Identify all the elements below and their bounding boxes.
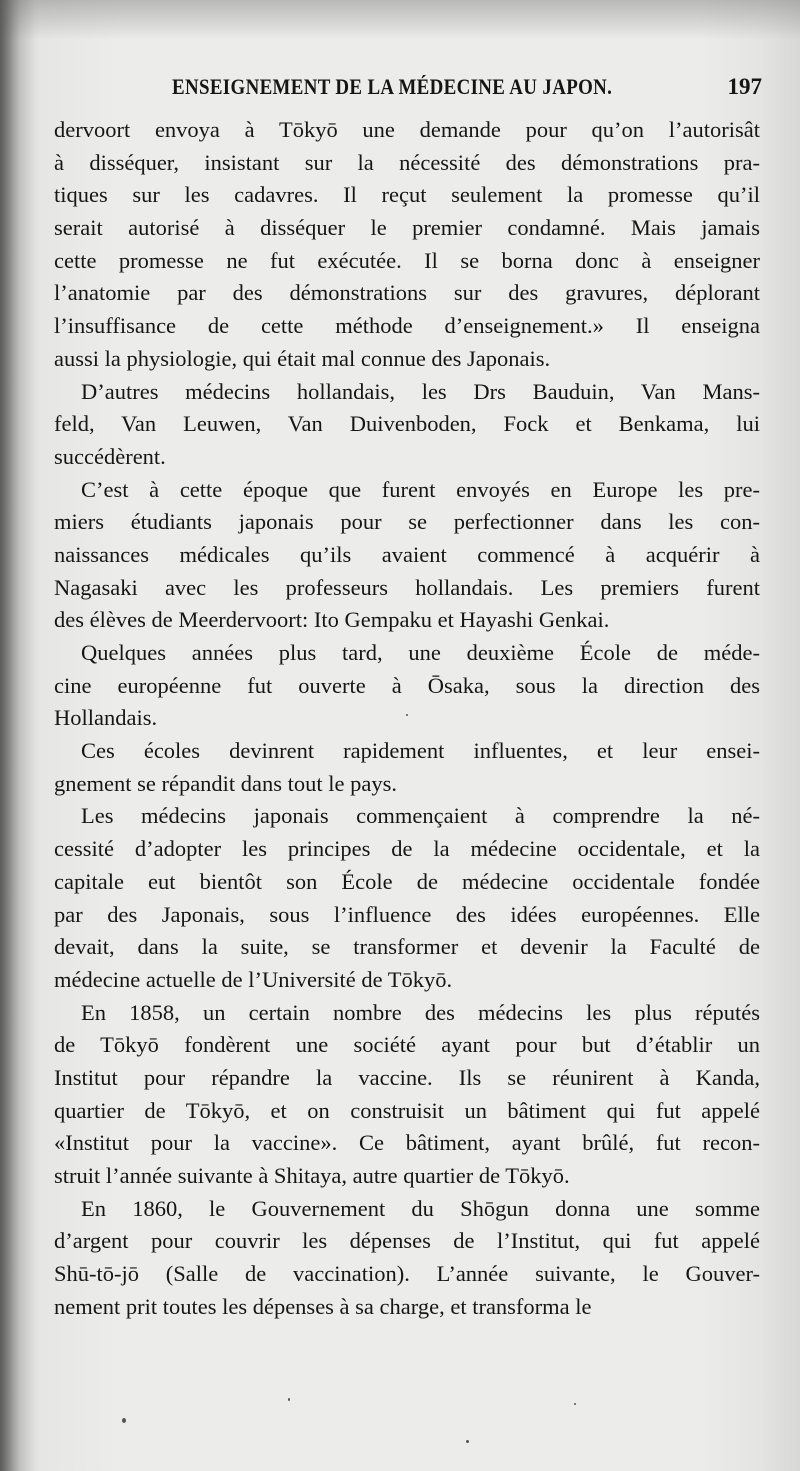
text-line: Shū-tō-jō (Salle de vaccination). L’année suivante, le Gouver- <box>54 1261 760 1287</box>
text-line: En 1860, le Gouvernement du Shōgun donna une somme <box>81 1195 760 1221</box>
running-header <box>172 74 772 108</box>
text-line: l’insuffisance de cette méthode d’enseignement.» Il enseigna <box>54 313 760 339</box>
page-number: 197 <box>727 74 762 99</box>
top-edge-shadow <box>0 0 800 40</box>
paragraph <box>54 800 760 996</box>
text-line: Ces écoles devinrent rapidement influentes, et leur ensei- <box>81 738 760 764</box>
paragraph <box>54 1193 760 1324</box>
text-line: devait, dans la suite, se transformer et devenir la Faculté de <box>54 934 760 960</box>
text-line: Nagasaki avec les professeurs hollandais. Les premiers furent <box>54 574 760 600</box>
text-line: «Institut pour la vaccine». Ce bâtiment, ayant brûlé, fut recon- <box>54 1130 760 1156</box>
text-line: quartier de Tōkyō, et on construisit un bâtiment qui fut appelé <box>54 1097 760 1123</box>
text-line: C’est à cette époque que furent envoyés en Europe les pre- <box>81 476 760 502</box>
text-line: l’anatomie par des démonstrations sur des gravures, déplorant <box>54 280 760 306</box>
text-line: succédèrent. <box>54 443 166 469</box>
body-text <box>54 114 760 1323</box>
paragraph <box>54 735 760 800</box>
text-line: médecine actuelle de l’Université de Tōkyō. <box>54 966 453 992</box>
paragraph <box>54 376 760 474</box>
paragraph <box>54 997 760 1193</box>
text-line: des élèves de Meerdervoort: Ito Gempaku et Hayashi Genkai. <box>54 607 610 633</box>
text-line: D’autres médecins hollandais, les Drs Bauduin, Van Mans- <box>81 378 760 404</box>
text-line: d’argent pour couvrir les dépenses de l’Institut, qui fut appelé <box>54 1228 760 1254</box>
text-line: Hollandais. <box>54 705 158 731</box>
text-line: nement prit toutes les dépenses à sa charge, et transforma le <box>54 1293 592 1319</box>
text-line: miers étudiants japonais pour se perfectionner dans les con- <box>54 509 760 535</box>
text-line: serait autorisé à disséquer le premier condamné. Mais jamais <box>54 215 760 241</box>
text-line: cette promesse ne fut exécutée. Il se borna donc à enseigner <box>54 247 760 273</box>
text-line: aussi la physiologie, qui était mal connue des Japonais. <box>54 345 551 371</box>
text-line: de Tōkyō fondèrent une société ayant pour but d’établir un <box>54 1032 760 1058</box>
text-line: cine européenne fut ouverte à Ōsaka, sous la direction des <box>54 672 760 698</box>
text-line: tiques sur les cadavres. Il reçut seulement la promesse qu’il <box>54 182 760 208</box>
text-line: cessité d’adopter les principes de la médecine occidentale, et la <box>54 836 760 862</box>
text-line: En 1858, un certain nombre des médecins les plus réputés <box>81 999 760 1025</box>
text-line: Institut pour répandre la vaccine. Ils se réunirent à Kanda, <box>54 1064 760 1090</box>
text-line: capitale eut bientôt son École de médecine occidentale fondée <box>54 868 760 894</box>
text-line: Les médecins japonais commençaient à comprendre la né- <box>81 803 760 829</box>
running-title: ENSEIGNEMENT DE LA MÉDECINE AU JAPON. <box>172 74 613 99</box>
text-line: struit l’année suivante à Shitaya, autre quartier de Tōkyō. <box>54 1163 570 1188</box>
text-line: dervoort envoya à Tōkyō une demande pour qu’on l’autorisât <box>54 117 760 142</box>
text-line: par des Japonais, sous l’influence des idées européennes. Elle <box>54 901 760 927</box>
text-line: Quelques années plus tard, une deuxième École de méde- <box>81 640 760 665</box>
text-line: gnement se répandit dans tout le pays. <box>54 770 398 796</box>
text-line: feld, Van Leuwen, Van Duivenboden, Fock et Benkama, lui <box>54 411 760 437</box>
paragraph <box>54 114 760 376</box>
paragraph <box>54 474 760 637</box>
text-line: naissances médicales qu’ils avaient commencé à acquérir à <box>54 541 760 567</box>
paragraph <box>54 637 760 735</box>
binding-shadow <box>0 0 34 1471</box>
text-line: à disséquer, insistant sur la nécessité des démonstrations pra- <box>54 149 760 175</box>
